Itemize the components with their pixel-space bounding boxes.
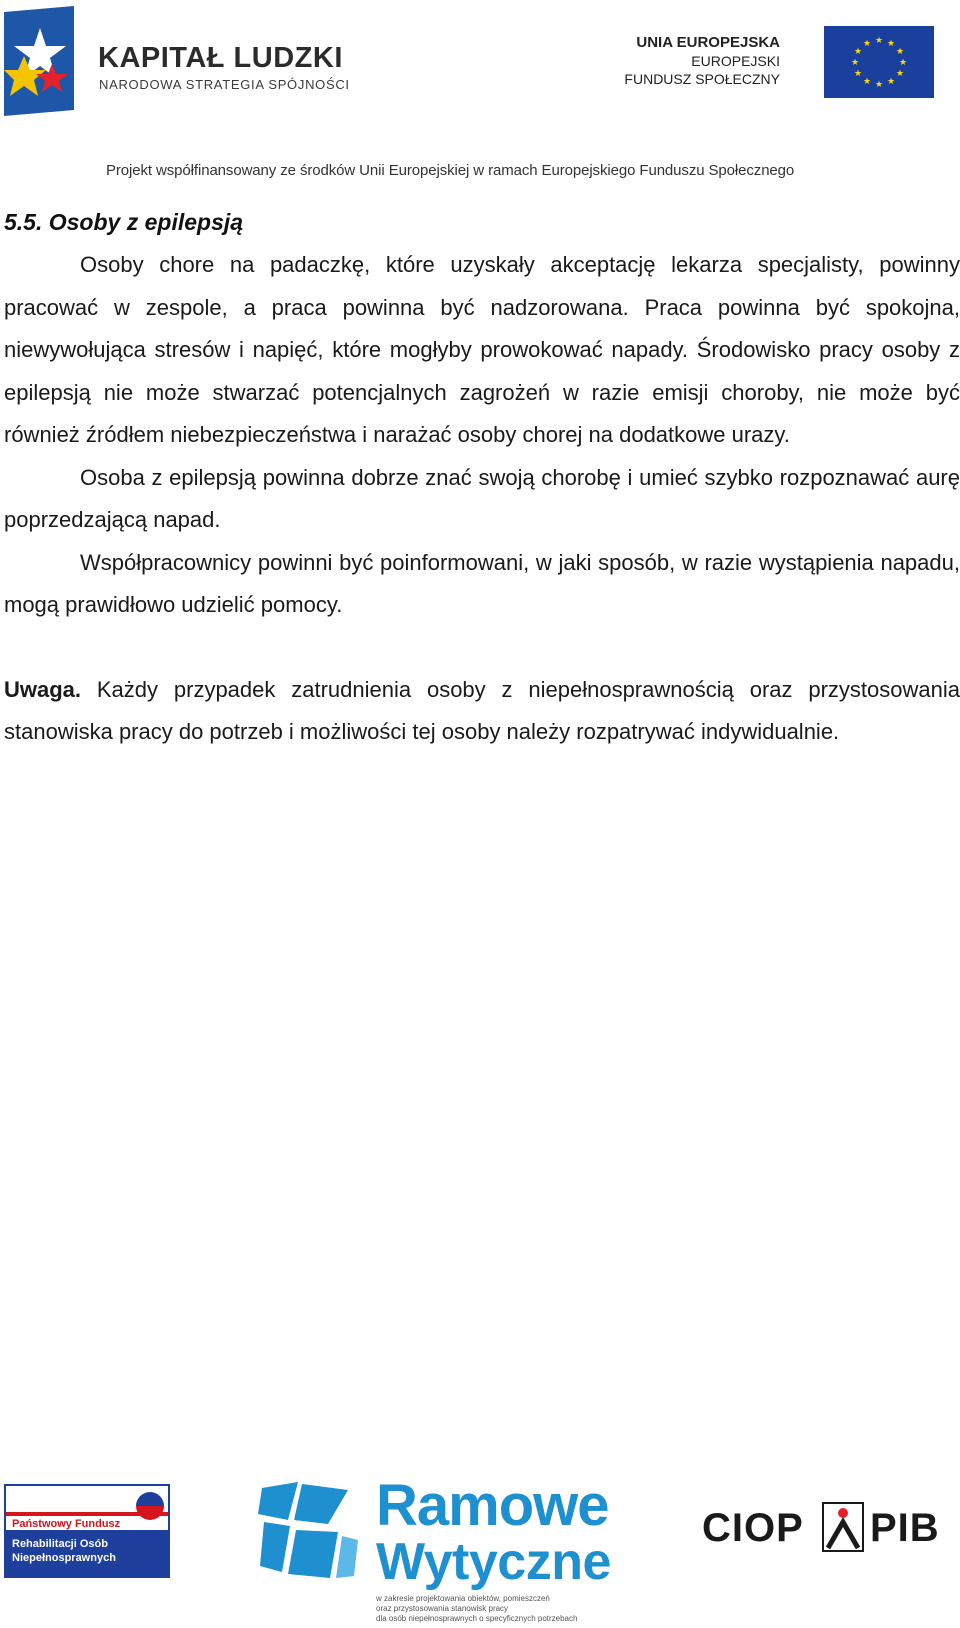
pfron-line3: Niepełnosprawnych: [12, 1552, 116, 1564]
svg-text:★: ★: [862, 77, 872, 87]
ramowe-wytyczne-emblem-icon: [258, 1480, 358, 1580]
svg-text:★: ★: [874, 80, 884, 90]
note-text: Każdy przypadek zatrudnienia osoby z niepełnosprawnością oraz przystosowania stanowiska pracy do potrzeb i możliwości tej osoby należy rozpatrywać indywidualnie.: [4, 676, 960, 744]
paragraph-2: Osoba z epilepsją powinna dobrze znać swoją chorobę i umieć szybko rozpoznawać aurę poprzedzającą napad.: [4, 464, 960, 532]
ramowe-desc-line1: w zakresie projektowania obiektów, pomieszczeń: [376, 1594, 550, 1603]
kapital-ludzki-subtitle: NARODOWA STRATEGIA SPÓJNOŚCI: [99, 77, 350, 92]
eu-logo-line1: UNIA EUROPEJSKA: [636, 34, 780, 51]
kapital-ludzki-title: KAPITAŁ LUDZKI: [98, 42, 343, 74]
note-label: Uwaga.: [4, 676, 82, 702]
svg-text:★: ★: [850, 58, 860, 68]
ramowe-desc-line3: dla osób niepełnosprawnych o specyficznych potrzebach: [376, 1614, 578, 1623]
pfron-line2: Rehabilitacji Osób: [12, 1538, 108, 1550]
svg-text:★: ★: [898, 58, 908, 68]
ciop-logo-text: CIOP: [702, 1506, 804, 1550]
svg-text:★: ★: [853, 47, 863, 57]
eu-logo-text: [560, 34, 780, 88]
svg-text:★: ★: [895, 69, 905, 79]
note-paragraph: [4, 669, 960, 754]
eu-logo-line3: FUNDUSZ SPOŁECZNY: [624, 71, 780, 87]
wytyczne-title: Wytyczne: [376, 1533, 611, 1591]
paragraph-3: Współpracownicy powinni być poinformowani, w jaki sposób, w razie wystąpienia napadu, mogą prawidłowo udzielić pomocy.: [4, 549, 960, 617]
eu-flag-icon: [824, 26, 934, 98]
svg-text:★: ★: [874, 36, 884, 46]
ramowe-title: Ramowe: [376, 1473, 609, 1538]
cofinancing-statement: Projekt współfinansowany ze środków Unii Europejskiej w ramach Europejskiego Funduszu Społecznego: [106, 162, 795, 179]
svg-text:★: ★: [862, 39, 872, 49]
ciop-person-icon: [822, 1502, 864, 1552]
section-title: 5.5. Osoby z epilepsją: [4, 209, 244, 235]
kapital-ludzki-star-icon: [4, 6, 74, 116]
svg-text:★: ★: [895, 47, 905, 57]
pfron-logo: [4, 1484, 170, 1578]
eu-logo-line2: EUROPEJSKI: [691, 53, 780, 69]
pib-logo-text: PIB: [870, 1506, 940, 1550]
svg-text:★: ★: [886, 39, 896, 49]
pfron-line1: Państwowy Fundusz: [12, 1518, 121, 1530]
ramowe-desc-line2: oraz przystosowania stanowisk pracy: [376, 1604, 509, 1613]
document-content: [4, 200, 960, 754]
ramowe-description: [376, 1594, 616, 1624]
svg-text:★: ★: [886, 77, 896, 87]
svg-text:★: ★: [853, 69, 863, 79]
pfron-emblem-icon: [136, 1492, 164, 1520]
paragraph-1: Osoby chore na padaczkę, które uzyskały akceptację lekarza specjalisty, powinny pracować w zespole, a praca powinna być nadzorowana. Praca powinna być spokojna, niewywołująca stresów i napięć, które mogłyby prowokować napady. Środowisko pracy osoby z epilepsją nie może stwarzać potencjalnych zagrożeń w razie emisji choroby, nie może być również źródłem niebezpieczeństwa i narażać osoby chorej na dodatkowe urazy.: [4, 252, 960, 447]
